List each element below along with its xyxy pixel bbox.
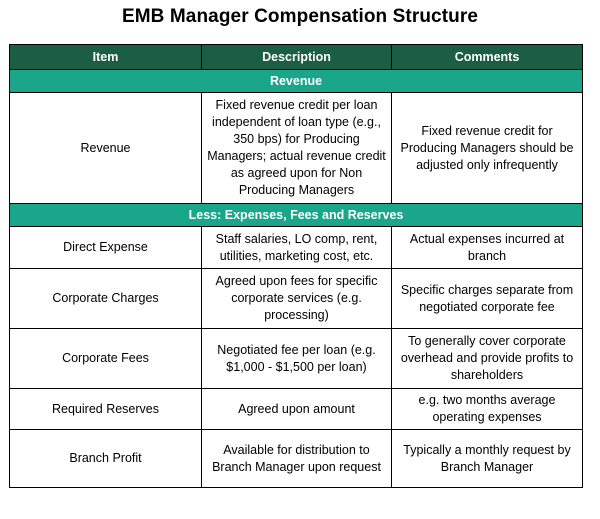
section-label-expenses: Less: Expenses, Fees and Reserves [10,204,583,227]
row-item: Required Reserves [10,389,202,430]
row-comments: e.g. two months average operating expenses [392,389,583,430]
row-description: Agreed upon fees for specific corporate services (e.g. processing) [202,269,392,329]
table-row [10,269,583,329]
table-row [10,329,583,389]
section-row-expenses [10,204,583,227]
row-item: Direct Expense [10,227,202,269]
row-item: Revenue [10,93,202,204]
column-header-comments: Comments [392,45,583,70]
column-header-description: Description [202,45,392,70]
row-description: Available for distribution to Branch Manager upon request [202,430,392,488]
table-header-row [10,45,583,70]
table-row [10,430,583,488]
row-comments: To generally cover corporate overhead and provide profits to shareholders [392,329,583,389]
column-header-item: Item [10,45,202,70]
row-item: Corporate Fees [10,329,202,389]
row-item: Corporate Charges [10,269,202,329]
table-row [10,93,583,204]
compensation-table [9,44,583,488]
page-title: EMB Manager Compensation Structure [121,6,478,27]
table-row [10,389,583,430]
row-comments: Typically a monthly request by Branch Manager [392,430,583,488]
table-row [10,227,583,269]
row-comments: Fixed revenue credit for Producing Managers should be adjusted only infrequently [392,93,583,204]
row-comments: Actual expenses incurred at branch [392,227,583,269]
row-comments: Specific charges separate from negotiated corporate fee [392,269,583,329]
row-description: Negotiated fee per loan (e.g. $1,000 - $1,500 per loan) [202,329,392,389]
row-item: Branch Profit [10,430,202,488]
row-description: Agreed upon amount [202,389,392,430]
row-description: Staff salaries, LO comp, rent, utilities, marketing cost, etc. [202,227,392,269]
section-row-revenue [10,70,583,93]
row-description: Fixed revenue credit per loan independent of loan type (e.g., 350 bps) for Producing Managers; actual revenue credit as agreed upon for Non Producing Managers [202,93,392,204]
section-label-revenue: Revenue [10,70,583,93]
